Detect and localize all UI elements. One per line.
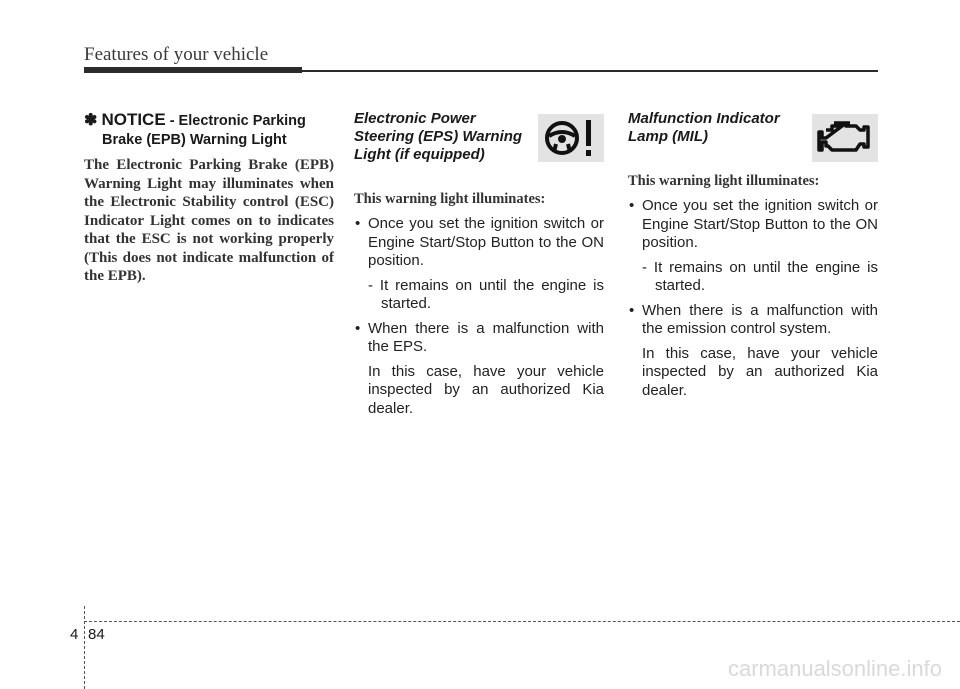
eps-lead: This warning light illuminates: — [354, 191, 546, 207]
bullet-dot: • — [629, 301, 635, 319]
list-subitem — [354, 277, 604, 314]
footer-rule-horizontal — [84, 621, 960, 622]
bullet-dot: • — [629, 197, 635, 214]
list-subitem — [628, 259, 878, 296]
steering-warning-icon — [538, 114, 604, 162]
page-number: 84 — [88, 626, 105, 643]
mil-lead: This warning light illuminates: — [628, 173, 820, 189]
eps-list — [354, 215, 604, 418]
notice-star-icon: ✽ — [84, 112, 98, 129]
page-header-title: Features of your vehicle — [84, 44, 269, 65]
eps-section — [354, 110, 604, 418]
mil-list — [628, 197, 878, 400]
eps-bullet1: Once you set the ignition switch or Engine Start/Stop Button to the ON position. — [368, 215, 604, 269]
list-item — [354, 320, 604, 357]
header-rule-thick — [84, 67, 302, 73]
mil-bullet2: When there is a malfunction with the emission control system. — [642, 301, 878, 337]
bullet-dot: • — [355, 215, 361, 232]
header-rule-thin — [302, 70, 878, 72]
notice-title-line1: - Electronic Parking — [165, 113, 306, 129]
notice-heading — [84, 110, 334, 150]
mil-section — [628, 110, 878, 400]
mil-bullet1: Once you set the ignition switch or Engine Start/Stop Button to the ON position. — [642, 197, 878, 251]
mil-sub1: - It remains on until the engine is started. — [642, 258, 878, 294]
engine-check-icon — [812, 114, 878, 162]
notice-section — [84, 110, 334, 286]
eps-sub1: - It remains on until the engine is started. — [368, 276, 604, 312]
eps-bullet2: When there is a malfunction with the EPS. — [368, 319, 604, 355]
notice-body: The Electronic Parking Brake (EPB) Warning Light may illuminates when the Electronic Stability control (ESC) Indicator Light comes on to indicates that the ESC is not working properly (This does not indicate malfunction of the EPB). — [84, 157, 334, 284]
eps-heading: Electronic Power Steering (EPS) Warning Light (if equipped) — [354, 110, 523, 163]
mil-heading: Malfunction Indicator Lamp (MIL) — [628, 110, 780, 145]
bullet-dot: • — [355, 319, 361, 337]
footer-rule-vertical — [84, 606, 85, 689]
chapter-number: 4 — [70, 626, 79, 643]
list-item — [628, 302, 878, 339]
list-item — [354, 215, 604, 271]
eps-para: In this case, have your vehicle inspected by an authorized Kia dealer. — [368, 362, 604, 417]
notice-label: NOTICE — [101, 110, 166, 129]
watermark: carmanualsonline.info — [727, 656, 942, 681]
list-item — [628, 197, 878, 253]
mil-para: In this case, have your vehicle inspected by an authorized Kia dealer. — [642, 344, 878, 399]
notice-title-line2: Brake (EPB) Warning Light — [102, 132, 287, 148]
